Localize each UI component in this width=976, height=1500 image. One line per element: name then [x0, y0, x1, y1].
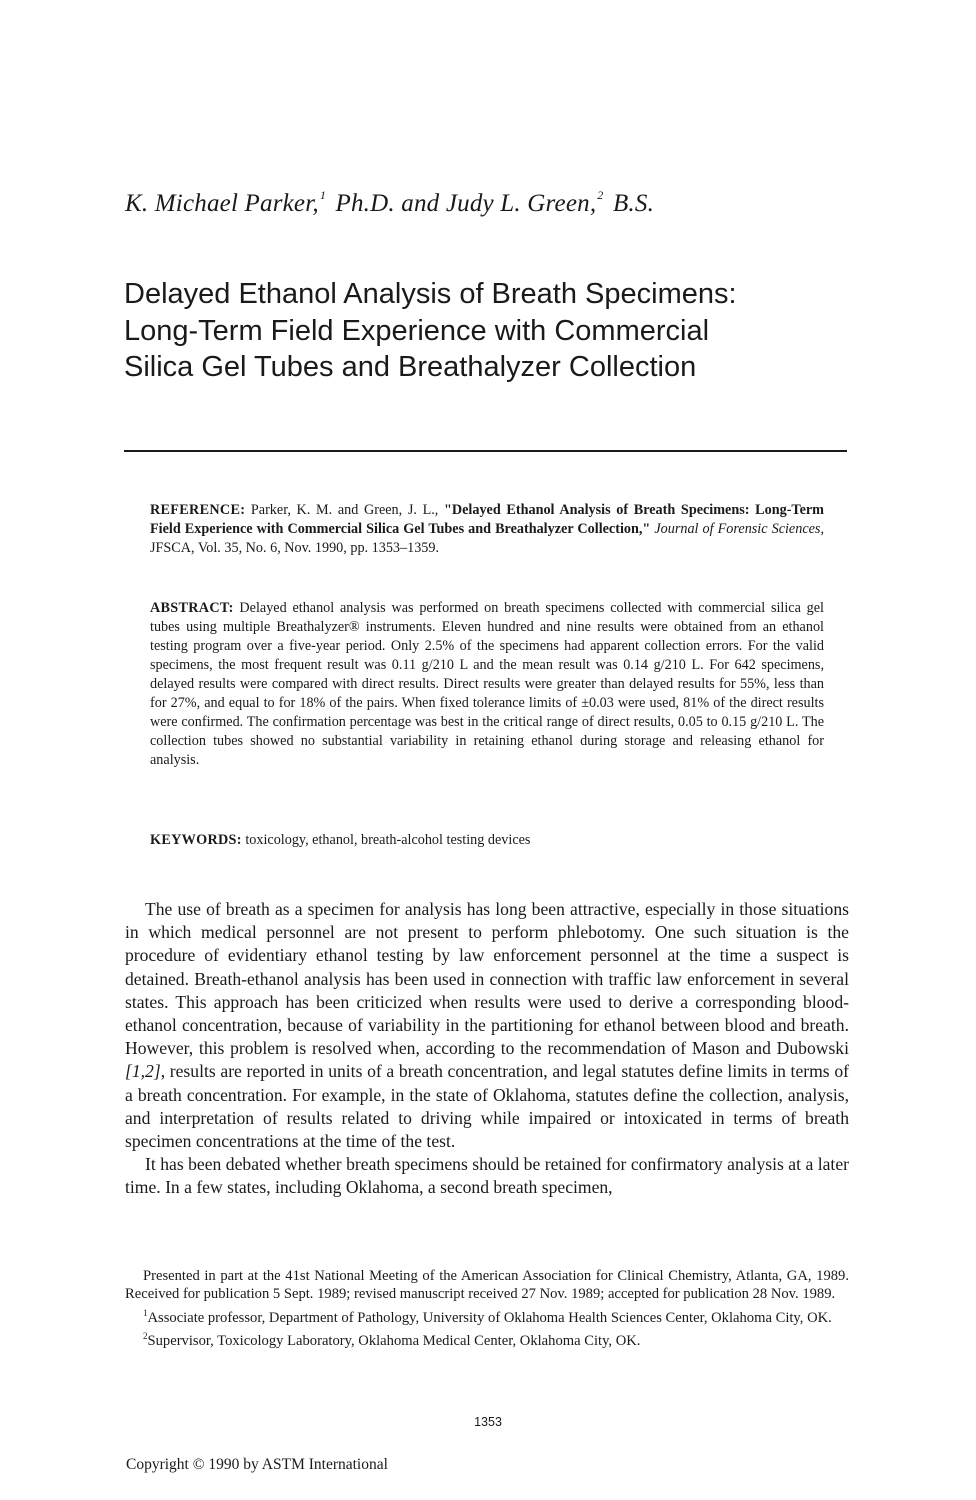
author-1-name: K. Michael Parker, — [125, 190, 319, 217]
author-2-footnote-mark: 2 — [597, 188, 604, 202]
abstract-label: ABSTRACT: — [150, 600, 234, 616]
author-2-degree: B.S. — [612, 190, 655, 217]
reference-authors: Parker, K. M. and Green, J. L., — [245, 502, 444, 518]
footnote-2-mark: 2 — [143, 1330, 148, 1341]
title-line-3: Silica Gel Tubes and Breathalyzer Collection — [124, 351, 697, 383]
reference-block — [150, 501, 824, 558]
reference-journal: Journal of Forensic Sciences, — [650, 521, 824, 537]
keywords-label: KEYWORDS: — [150, 832, 242, 848]
author-line — [125, 188, 865, 218]
body-paragraph-2: It has been debated whether breath specimens should be retained for confirmatory analysis at a later time. In a few states, including Oklahoma, a second breath specimen, — [125, 1154, 849, 1198]
body-paragraph-1-part-a: The use of breath as a specimen for analysis has long been attractive, especially in those situations in which medical personnel are not present to perform phlebotomy. One such situation is the procedure of evidentiary ethanol testing by law enforcement personnel at the time a suspect is detained. Breath-ethanol analysis has been used in connection with traffic law enforcement in several states. This approach has been criticized when results were used to derive a corresponding blood-ethanol concentration, because of variability in the partitioning for ethanol between blood and breath. However, this problem is resolved when, according to the recommendation of Mason and Dubowski — [125, 899, 849, 1059]
author-conjunction: and — [401, 190, 440, 217]
title-line-2: Long-Term Field Experience with Commercial — [124, 314, 710, 347]
footnote-1-text: Associate professor, Department of Pathology, University of Oklahoma Health Sciences Center, Oklahoma City, OK. — [147, 1309, 832, 1326]
reference-article-title: "Delayed Ethanol Analysis of Breath Specimens: Long-Term Field Experience with Commercial Silica Gel Tubes and Breathalyzer Collection," — [150, 502, 824, 537]
reference-citation: JFSCA, Vol. 35, No. 6, Nov. 1990, pp. 1353–1359. — [150, 540, 440, 556]
keywords-block — [150, 831, 824, 850]
footnote-1 — [125, 1304, 849, 1327]
body-paragraph-1-part-b: , results are reported in units of a breath concentration, and legal statutes define limits in terms of a breath concentration. For example, in the state of Oklahoma, statutes define the collection, analysis, and interpretation of results related to driving while impaired or intoxicated in terms of breath specimen concentrations at the time of the test. — [125, 1061, 849, 1152]
keywords-text: toxicology, ethanol, breath-alcohol testing devices — [241, 832, 531, 848]
abstract-text: Delayed ethanol analysis was performed on breath specimens collected with commercial silica gel tubes using multiple Breathalyzer® instruments. Eleven hundred and nine results were obtained from an ethanol testing program over a five-year period. Only 2.5% of the specimens had apparent collection errors. For the valid specimens, the most frequent result was 0.11 g/210 L and the mean result was 0.14 g/210 L. For 642 specimens, delayed results were compared with direct results. Direct results were greater than delayed results for 55%, less than for 27%, and equal to for 18% of the pairs. When fixed tolerance limits of ±0.03 were used, 81% of the direct results were confirmed. The confirmation percentage was best in the critical range of direct results, 0.05 to 0.15 g/210 L. The collection tubes showed no substantial variability in retaining ethanol during storage and releasing ethanol for analysis. — [150, 600, 824, 768]
citation-ref: [1,2] — [125, 1061, 161, 1082]
author-2-name: Judy L. Green, — [445, 190, 597, 217]
footnote-1-mark: 1 — [143, 1307, 148, 1318]
body-paragraph-1 — [125, 898, 849, 1153]
author-1-footnote-mark: 1 — [319, 188, 327, 202]
footnote-2 — [125, 1327, 849, 1350]
copyright-notice: Copyright © 1990 by ASTM International — [126, 1456, 388, 1473]
footnotes — [125, 1267, 849, 1350]
author-1-degree: Ph.D. — [335, 190, 395, 217]
abstract-block — [150, 599, 824, 770]
page-number: 1353 — [474, 1415, 502, 1429]
title-divider — [124, 450, 847, 452]
reference-label: REFERENCE: — [150, 502, 246, 518]
paper-title — [124, 276, 864, 386]
footnote-2-text: Supervisor, Toxicology Laboratory, Oklahoma Medical Center, Oklahoma City, OK. — [147, 1332, 641, 1349]
title-line-1: Delayed Ethanol Analysis of Breath Specimens: — [124, 278, 737, 310]
body-text — [125, 898, 849, 1200]
footnote-presented: Presented in part at the 41st National Meeting of the American Association for Clinical Chemistry, Atlanta, GA, 1989. Received for publication 5 Sept. 1989; revised manuscript received 27 Nov. 1989; accepted for publication 28 Nov. 1989. — [125, 1268, 849, 1303]
